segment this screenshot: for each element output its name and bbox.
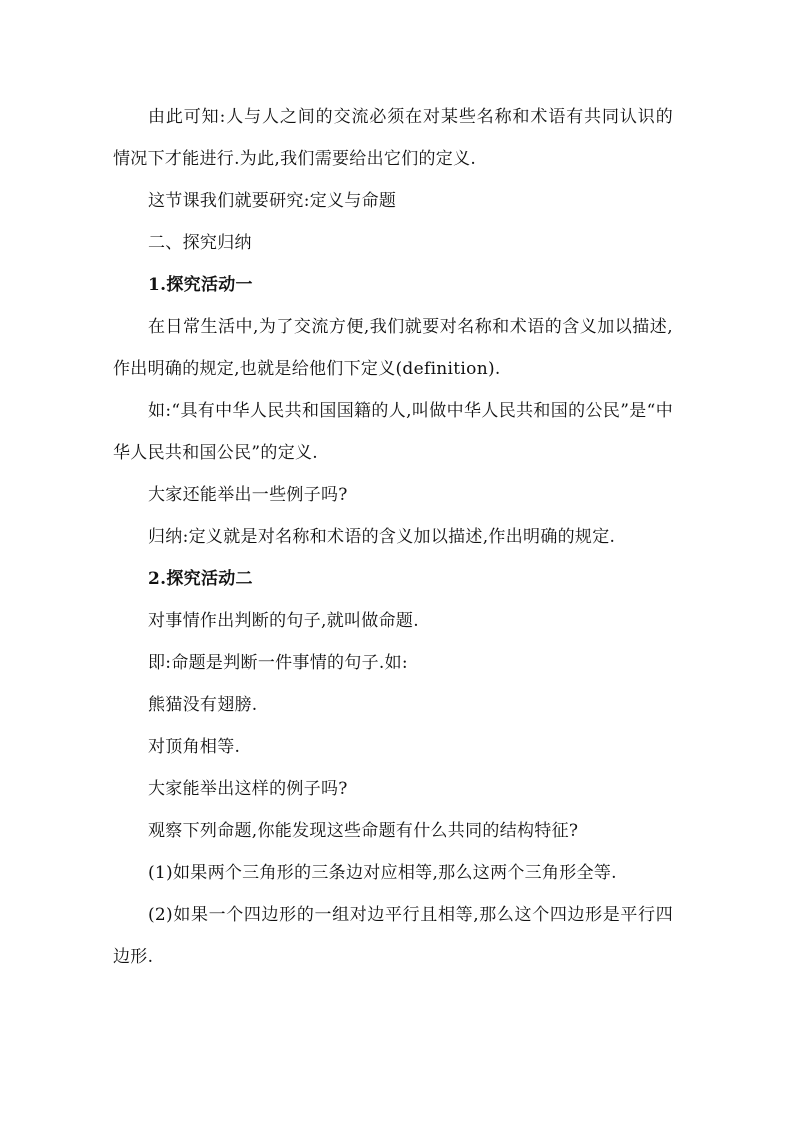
paragraph-lesson-topic: 这节课我们就要研究:定义与命题 <box>148 191 397 211</box>
paragraph-proposition-definition: 对事情作出判断的句子,就叫做命题. <box>148 611 419 631</box>
document-body <box>113 96 673 978</box>
subheading-activity-one: 1.探究活动一 <box>148 275 253 295</box>
paragraph-definition-summary: 归纳:定义就是对名称和术语的含义加以描述,作出明确的规定. <box>148 527 616 547</box>
section-heading-explore: 二、探究归纳 <box>148 233 252 253</box>
paragraph-observe-structure: 观察下列命题,你能发现这些命题有什么共同的结构特征? <box>148 821 579 841</box>
paragraph-definition-intro: 在日常生活中,为了交流方便,我们就要对名称和术语的含义加以描述,作出明确的规定,也就是给他们下定义(definition). <box>113 317 673 379</box>
paragraph-proposition-two: (2)如果一个四边形的一组对边平行且相等,那么这个四边形是平行四边形. <box>113 905 673 967</box>
paragraph-example-angles: 对顶角相等. <box>148 737 241 757</box>
paragraph-question-examples: 大家还能举出一些例子吗? <box>148 485 348 505</box>
paragraph-intro-conclusion: 由此可知:人与人之间的交流必须在对某些名称和术语有共同认识的情况下才能进行.为此,我们需要给出它们的定义. <box>113 107 673 169</box>
paragraph-question-propositions: 大家能举出这样的例子吗? <box>148 779 348 799</box>
paragraph-proposition-explanation: 即:命题是判断一件事情的句子.如: <box>148 653 408 673</box>
paragraph-proposition-one: (1)如果两个三角形的三条边对应相等,那么这两个三角形全等. <box>148 863 617 883</box>
subheading-activity-two: 2.探究活动二 <box>148 569 253 589</box>
paragraph-definition-example: 如:“具有中华人民共和国国籍的人,叫做中华人民共和国的公民”是“中华人民共和国公民”的定义. <box>113 401 673 463</box>
paragraph-example-panda: 熊猫没有翅膀. <box>148 695 258 715</box>
